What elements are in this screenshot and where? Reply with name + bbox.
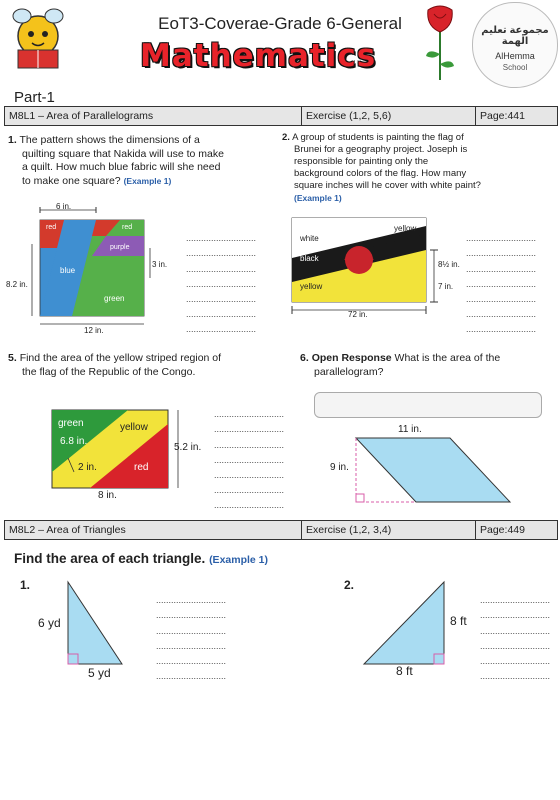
answer-line: ............................ bbox=[480, 595, 551, 606]
question-2 bbox=[282, 132, 552, 205]
problem-number: 1. bbox=[20, 578, 31, 592]
example-ref: (Example 1) bbox=[209, 554, 269, 566]
answer-line: ............................ bbox=[480, 656, 551, 667]
dimension-label: 72 in. bbox=[348, 310, 368, 319]
dimension-label: 6.8 in. bbox=[60, 436, 88, 447]
region-label: black bbox=[300, 254, 319, 263]
dimension-label: 3 in. bbox=[152, 260, 168, 269]
region-label: red bbox=[134, 462, 149, 473]
example-ref: (Example 1) bbox=[123, 175, 172, 186]
answer-line: ............................ bbox=[466, 278, 537, 289]
answer-line: ............................ bbox=[186, 263, 257, 274]
answer-lines-q1-a bbox=[186, 216, 256, 338]
congo-flag-figure bbox=[50, 408, 210, 504]
answer-lines-q2 bbox=[466, 216, 536, 338]
answer-line: ............................ bbox=[186, 324, 257, 335]
logo-arabic: مجموعة تعليم الهمة bbox=[481, 25, 549, 47]
answer-line: ............................ bbox=[466, 324, 537, 335]
region-label: red bbox=[46, 224, 57, 231]
region-label: yellow bbox=[394, 224, 417, 233]
question-number: 1. bbox=[8, 134, 17, 146]
triangle-1-figure bbox=[30, 576, 140, 680]
question-text: square inches will he cover with white paint? bbox=[294, 180, 481, 191]
answer-line: ............................ bbox=[156, 671, 227, 682]
section-bar-m8l2 bbox=[4, 520, 558, 540]
question-number: 6. bbox=[300, 352, 309, 364]
region-label: purple bbox=[110, 244, 130, 251]
parallelogram-figure bbox=[330, 424, 520, 508]
question-number: 2. bbox=[282, 132, 290, 143]
answer-line: ............................ bbox=[186, 248, 257, 259]
dimension-label: 8 in. bbox=[98, 490, 117, 501]
region-label: red bbox=[122, 224, 133, 231]
question-text: The pattern shows the dimensions of a bbox=[19, 134, 200, 146]
answer-line: ............................ bbox=[214, 500, 285, 511]
region-label: blue bbox=[60, 266, 76, 275]
answer-line: ............................ bbox=[156, 656, 227, 667]
answer-line: ............................ bbox=[214, 409, 285, 420]
question-6 bbox=[300, 352, 556, 379]
answer-lines-q5 bbox=[214, 392, 284, 514]
answer-line: ............................ bbox=[186, 294, 257, 305]
example-ref: (Example 1) bbox=[294, 193, 342, 203]
exercise-label: Exercise (1,2, 5,6) bbox=[301, 107, 475, 125]
answer-line: ............................ bbox=[214, 470, 285, 481]
dimension-label: 6 yd bbox=[38, 616, 61, 630]
answer-lines-t2 bbox=[480, 578, 550, 684]
question-number: 5. bbox=[8, 352, 17, 364]
answer-line: ............................ bbox=[214, 485, 285, 496]
answer-line: ............................ bbox=[480, 671, 551, 682]
answer-box[interactable] bbox=[314, 392, 542, 418]
triangle-2-figure bbox=[356, 576, 476, 676]
question-text: Brunei for a geography project. Joseph is bbox=[294, 144, 468, 155]
rose-icon bbox=[420, 4, 460, 82]
question-text: background colors of the flag. How many bbox=[294, 168, 467, 179]
question-5 bbox=[8, 352, 288, 379]
question-text: the flag of the Republic of the Congo. bbox=[22, 365, 196, 378]
dimension-label: 8½ in. bbox=[438, 260, 460, 269]
answer-line: ............................ bbox=[466, 294, 537, 305]
answer-line: ............................ bbox=[156, 625, 227, 636]
dimension-label: 8 ft bbox=[450, 614, 467, 628]
subject-title: Mathematics bbox=[140, 38, 377, 74]
question-text: quilting square that Nakida will use to make bbox=[22, 147, 224, 160]
dimension-label: 2 in. bbox=[78, 462, 97, 473]
answer-line: ............................ bbox=[156, 640, 227, 651]
answer-line: ............................ bbox=[214, 424, 285, 435]
dimension-label: 11 in. bbox=[398, 424, 422, 435]
answer-line: ............................ bbox=[480, 610, 551, 621]
answer-line: ............................ bbox=[186, 309, 257, 320]
dimension-label: 12 in. bbox=[84, 326, 104, 335]
page-label: Page:449 bbox=[475, 521, 557, 539]
answer-line: ............................ bbox=[156, 610, 227, 621]
answer-line: ............................ bbox=[156, 595, 227, 606]
question-text: What is the area of the bbox=[391, 352, 501, 364]
answer-line: ............................ bbox=[480, 640, 551, 651]
answer-line: ............................ bbox=[186, 278, 257, 289]
exercise-label: Exercise (1,2, 3,4) bbox=[301, 521, 475, 539]
region-label: green bbox=[58, 418, 84, 429]
region-label: white bbox=[300, 234, 319, 243]
region-label: yellow bbox=[300, 282, 323, 291]
answer-line: ............................ bbox=[214, 439, 285, 450]
region-label: green bbox=[104, 294, 125, 303]
answer-line: ............................ bbox=[466, 233, 537, 244]
logo-sub: School bbox=[502, 63, 528, 72]
dimension-label: 8 ft bbox=[396, 664, 413, 678]
section-bar-m8l1 bbox=[4, 106, 558, 126]
dimension-label: 5.2 in. bbox=[174, 442, 202, 453]
lesson-title: M8L1 – Area of Parallelograms bbox=[9, 110, 154, 122]
region-label: yellow bbox=[120, 422, 148, 433]
dimension-label: 9 in. bbox=[330, 462, 349, 473]
dimension-label: 7 in. bbox=[438, 282, 454, 291]
answer-line: ............................ bbox=[480, 625, 551, 636]
heading-text: Find the area of each triangle. bbox=[14, 551, 206, 566]
question-text: parallelogram? bbox=[314, 365, 384, 378]
question-text: A group of students is painting the flag of bbox=[292, 132, 464, 143]
section-heading bbox=[14, 551, 268, 566]
open-response-label: Open Response bbox=[311, 352, 392, 364]
answer-line: ............................ bbox=[466, 263, 537, 274]
answer-line: ............................ bbox=[466, 309, 537, 320]
answer-line: ............................ bbox=[214, 454, 285, 465]
part-label: Part-1 bbox=[14, 89, 55, 106]
page-label: Page:441 bbox=[475, 107, 557, 125]
answer-line: ............................ bbox=[186, 233, 257, 244]
dimension-label: 6 in. bbox=[56, 202, 72, 211]
answer-line: ............................ bbox=[466, 248, 537, 259]
dimension-label: 5 yd bbox=[88, 666, 111, 680]
problem-number: 2. bbox=[344, 578, 355, 592]
quilt-figure bbox=[6, 196, 181, 336]
school-logo bbox=[472, 2, 558, 88]
question-text: Find the area of the yellow striped region of bbox=[19, 352, 222, 364]
question-1 bbox=[8, 134, 278, 188]
answer-lines-t1 bbox=[156, 578, 226, 684]
question-text: responsible for painting only the bbox=[294, 156, 429, 167]
question-text: a quilt. How much blue fabric will she need bbox=[22, 161, 221, 173]
brunei-flag-figure bbox=[288, 214, 468, 324]
logo-name: AlHemma bbox=[495, 51, 535, 61]
dimension-label: 8.2 in. bbox=[6, 280, 28, 289]
worksheet-title: EoT3-Coverae-Grade 6-General bbox=[158, 14, 402, 33]
question-text: to make one square? bbox=[22, 174, 121, 187]
lesson-title: M8L2 – Area of Triangles bbox=[9, 524, 126, 536]
